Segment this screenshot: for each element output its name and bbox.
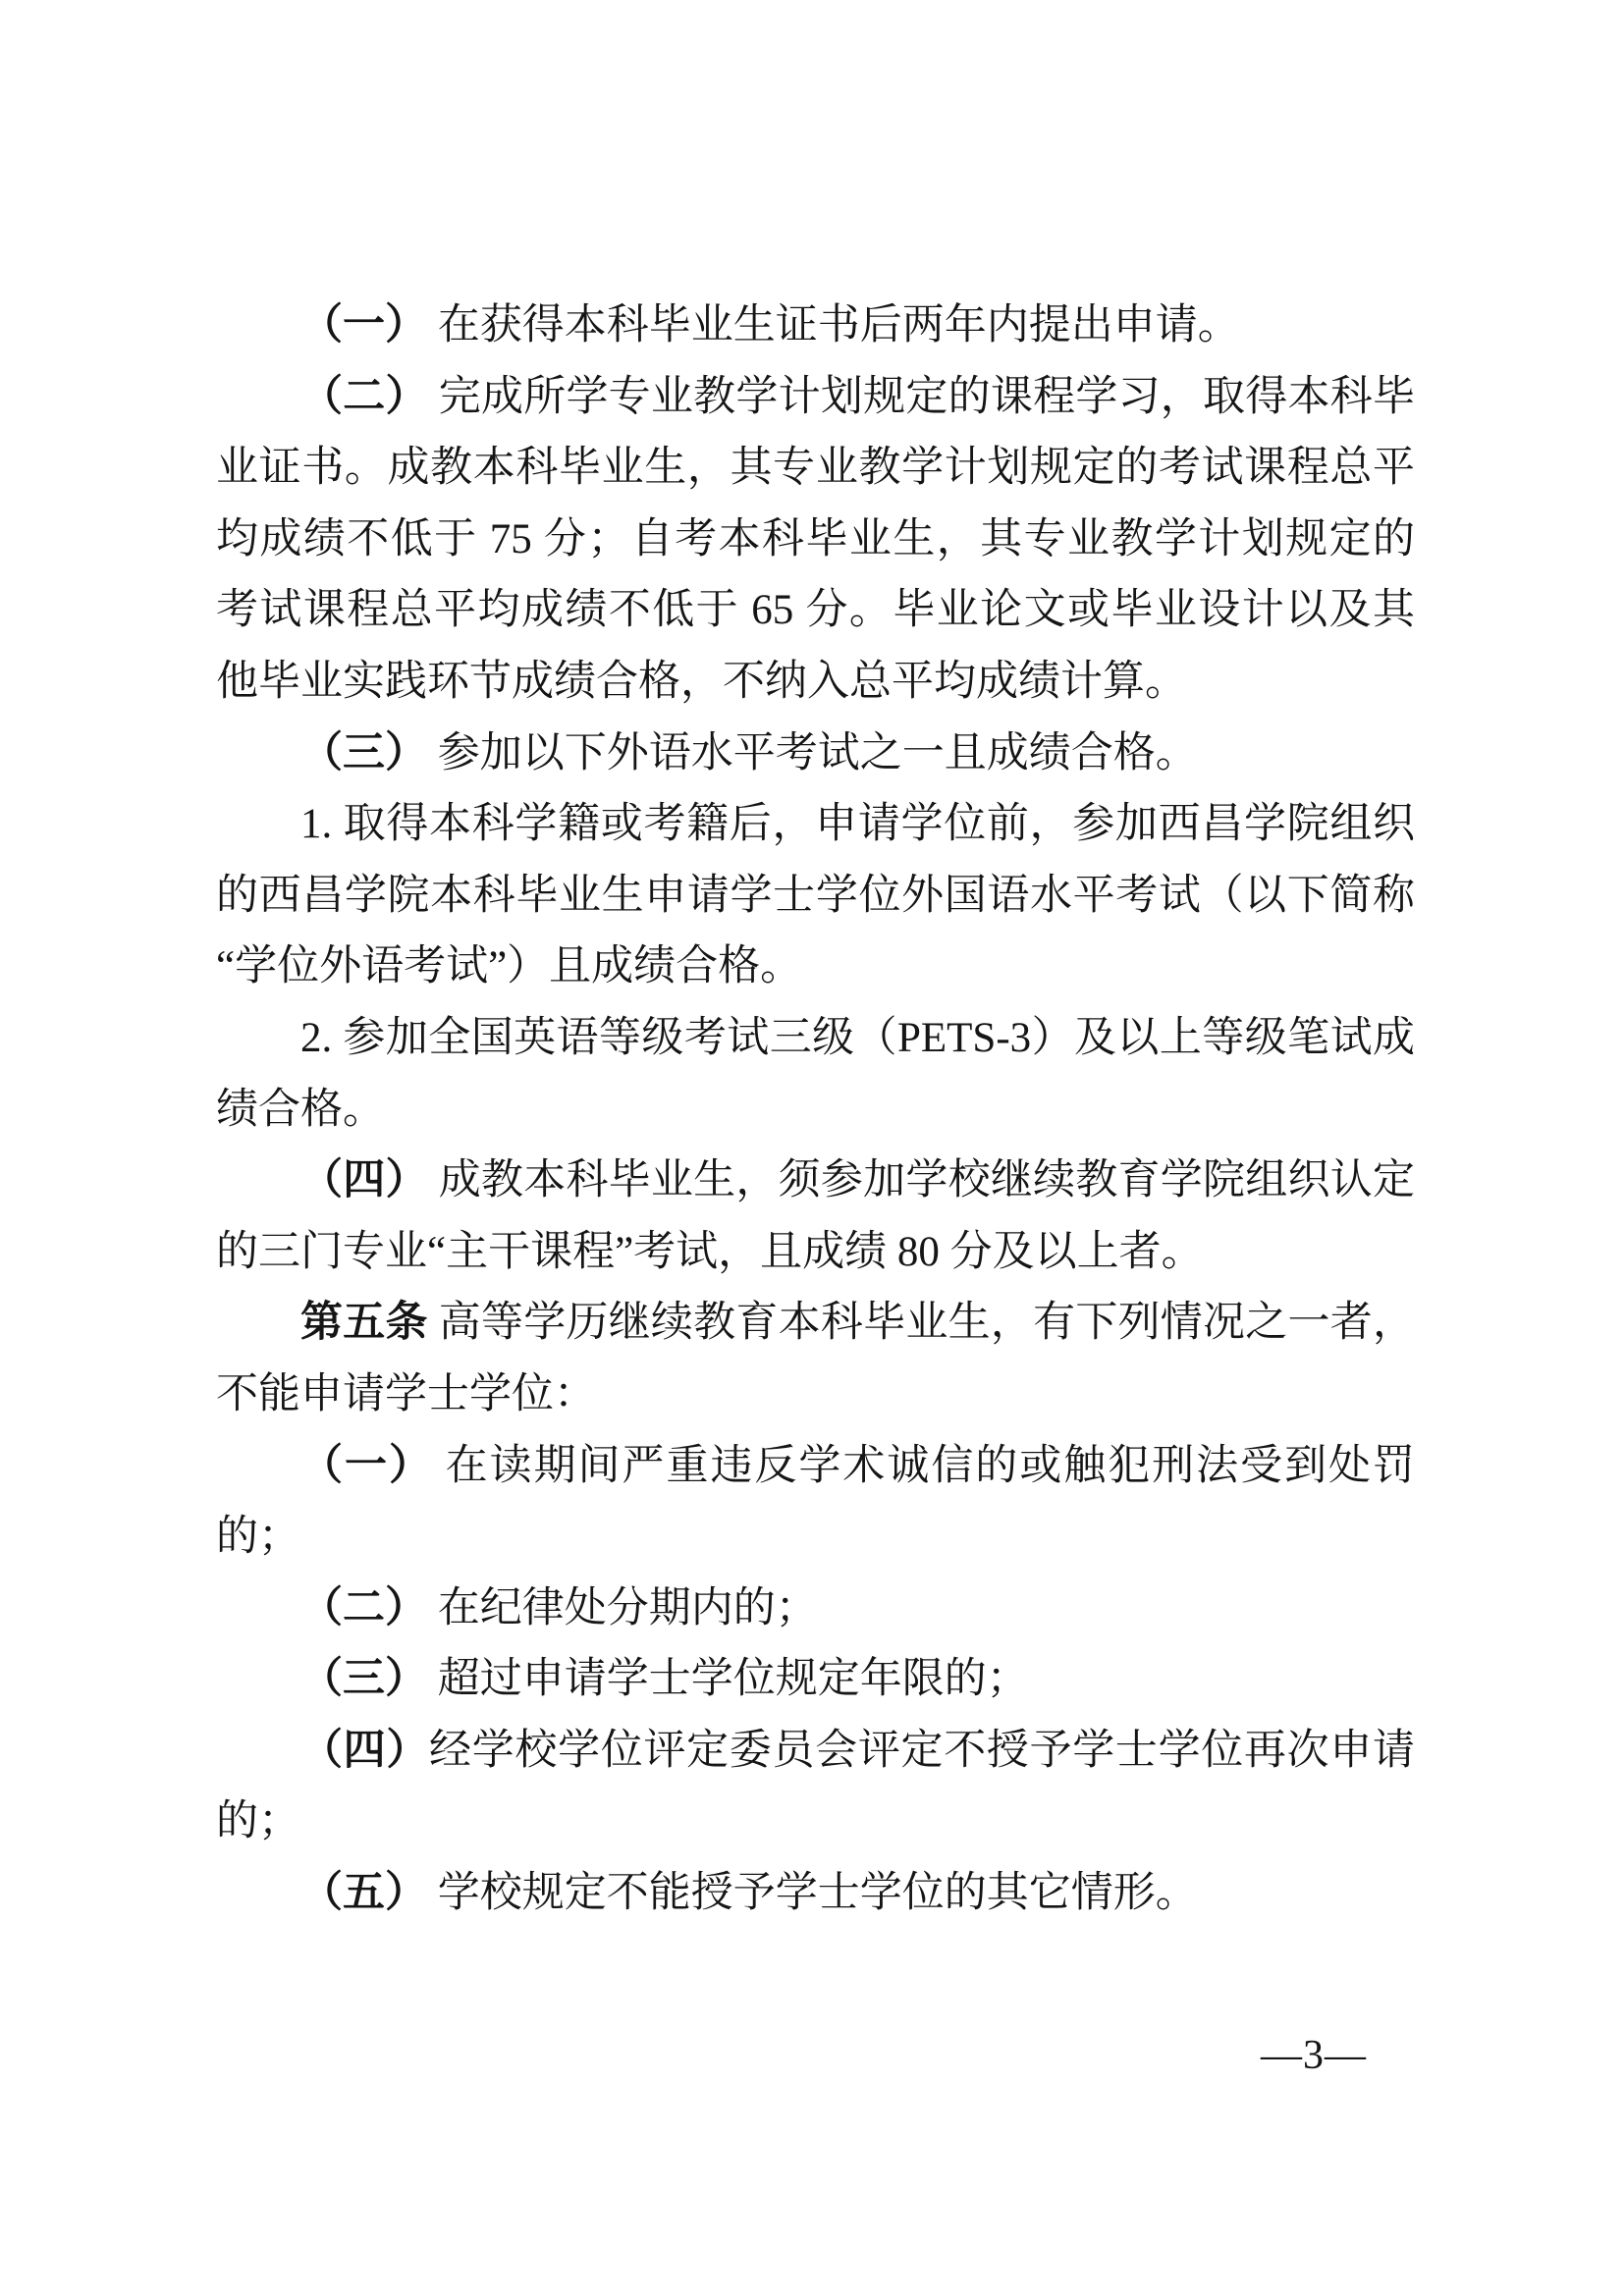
paragraph-marker: （一） bbox=[300, 1442, 433, 1489]
paragraph-marker: 第五条 bbox=[300, 1300, 428, 1347]
text-line bbox=[216, 1574, 1415, 1645]
text-line bbox=[216, 1003, 1415, 1075]
text-line bbox=[216, 1075, 1415, 1147]
text-line bbox=[216, 1502, 1415, 1574]
body-text: 在纪律处分期内的； bbox=[427, 1584, 818, 1631]
body-text: 的三门专业“主干课程”考试，且成绩 80 分及以上者。 bbox=[216, 1228, 1204, 1275]
text-line bbox=[216, 1787, 1415, 1858]
text-line bbox=[216, 1146, 1415, 1217]
body-text: 完成所学专业教学计划规定的课程学习，取得本科毕 bbox=[427, 373, 1416, 420]
text-line bbox=[216, 1217, 1415, 1289]
text-block bbox=[216, 291, 1415, 1930]
text-line bbox=[216, 1360, 1415, 1431]
text-line bbox=[216, 789, 1415, 861]
body-text: 在读期间严重违反学术诚信的或触犯刑法受到处罚 bbox=[432, 1442, 1416, 1489]
body-text: 的； bbox=[216, 1798, 300, 1845]
paragraph-marker: （四） bbox=[300, 1727, 430, 1774]
text-line bbox=[216, 1644, 1415, 1716]
text-line bbox=[216, 719, 1415, 790]
paragraph-marker: （一） bbox=[300, 302, 427, 348]
paragraph-marker: （四） bbox=[300, 1157, 428, 1204]
body-text: 考试课程总平均成绩不低于 65 分。毕业论文或毕业设计以及其 bbox=[216, 587, 1415, 634]
text-line bbox=[216, 861, 1415, 933]
paragraph-marker: （三） bbox=[300, 1656, 427, 1703]
text-line bbox=[216, 647, 1415, 719]
body-text: 的； bbox=[216, 1514, 300, 1561]
paragraph-marker: （三） bbox=[300, 729, 427, 776]
body-text: 在获得本科毕业生证书后两年内提出申请。 bbox=[427, 302, 1240, 348]
body-text: 他毕业实践环节成绩合格，不纳入总平均成绩计算。 bbox=[216, 658, 1187, 705]
body-text: 成教本科毕业生，须参加学校继续教育学院组织认定 bbox=[427, 1157, 1416, 1204]
paragraph-marker: （二） bbox=[300, 1584, 427, 1631]
paragraph-marker: （五） bbox=[300, 1870, 427, 1917]
body-text: “学位外语考试”）且成绩合格。 bbox=[216, 943, 803, 990]
text-line bbox=[216, 1858, 1415, 1930]
body-text: 高等学历继续教育本科毕业生，有下列情况之一者， bbox=[427, 1300, 1416, 1347]
body-text: 的西昌学院本科毕业生申请学士学位外国语水平考试（以下简称 bbox=[216, 872, 1415, 919]
text-line bbox=[216, 1288, 1415, 1360]
body-text: 均成绩不低于 75 分；自考本科毕业生，其专业教学计划规定的 bbox=[216, 515, 1415, 562]
body-text: 绩合格。 bbox=[216, 1086, 385, 1133]
body-text: 1. 取得本科学籍或考籍后，申请学位前，参加西昌学院组织 bbox=[300, 801, 1415, 848]
text-line bbox=[216, 1716, 1415, 1788]
body-text: 超过申请学士学位规定年限的； bbox=[427, 1656, 1029, 1703]
body-text: 2. 参加全国英语等级考试三级（PETS-3）及以上等级笔试成 bbox=[300, 1014, 1415, 1061]
body-text: 参加以下外语水平考试之一且成绩合格。 bbox=[427, 729, 1198, 776]
body-text: 不能申请学士学位： bbox=[216, 1370, 596, 1417]
page-number: —3— bbox=[1261, 2033, 1367, 2078]
body-text: 学校规定不能授予学士学位的其它情形。 bbox=[427, 1870, 1198, 1917]
text-line bbox=[216, 291, 1415, 362]
paragraph-marker: （二） bbox=[300, 373, 428, 420]
text-line bbox=[216, 362, 1415, 434]
text-line bbox=[216, 433, 1415, 505]
text-line bbox=[216, 575, 1415, 647]
body-text: 业证书。成教本科毕业生，其专业教学计划规定的考试课程总平 bbox=[216, 445, 1415, 492]
text-line bbox=[216, 932, 1415, 1003]
body-text: 经学校学位评定委员会评定不授予学士学位再次申请 bbox=[429, 1727, 1416, 1774]
text-line bbox=[216, 1431, 1415, 1503]
text-line bbox=[216, 505, 1415, 576]
